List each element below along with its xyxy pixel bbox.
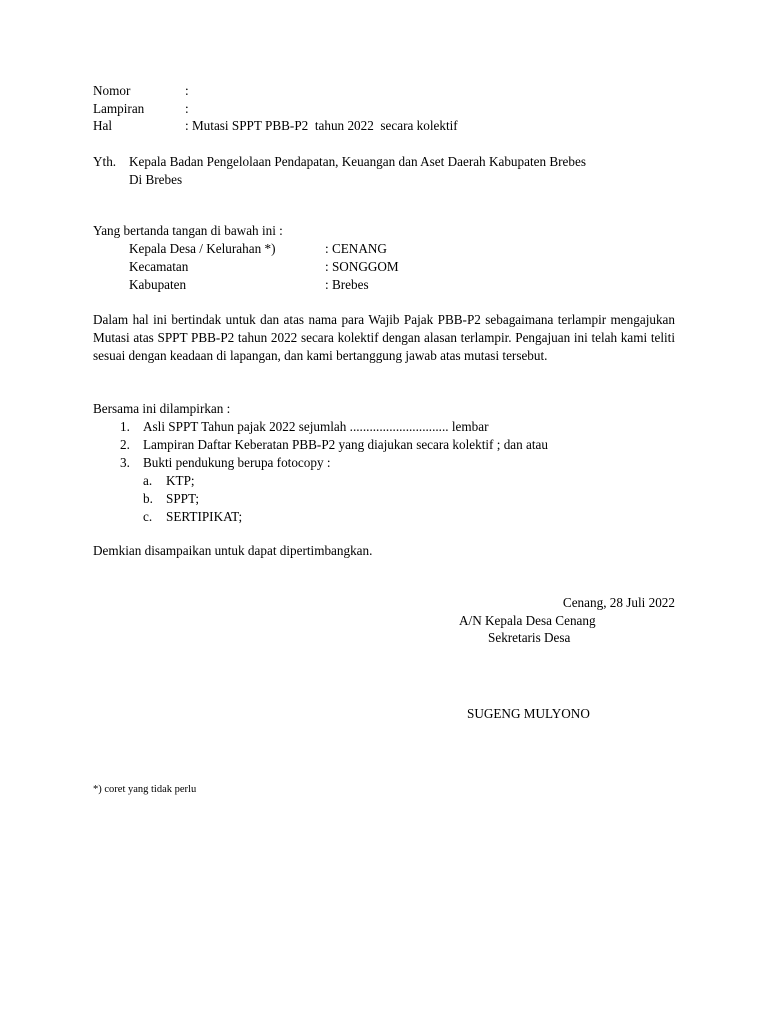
hal-value: : Mutasi SPPT PBB-P2 tahun 2022 secara kolektif	[185, 118, 458, 133]
sub-attachment-letter: b.	[143, 491, 153, 506]
signer-position: Sekretaris Desa	[488, 630, 571, 645]
signer-field-label: Kabupaten	[129, 277, 187, 292]
body-paragraph: Dalam hal ini bertindak untuk dan atas nama para Wajib Pajak PBB-P2 sebagaimana terlampir mengajukan Mutasi atas SPPT PBB-P2 tahun 2022 secara kolektif dengan alasan terlampir. Pengajuan ini telah kami teliti sesuai dengan keadaan di lapangan, dan kami bertanggung jawab atas mutasi tersebut.	[93, 312, 675, 363]
nomor-label: Nomor	[93, 83, 131, 98]
recipient-line-1: Kepala Badan Pengelolaan Pendapatan, Keuangan dan Aset Daerah Kabupaten Brebes	[129, 154, 586, 169]
attachment-number: 3.	[120, 455, 130, 470]
yth-label: Yth.	[93, 154, 117, 169]
attachment-item: Asli SPPT Tahun pajak 2022 sejumlah .............................. lembar	[143, 419, 489, 434]
signer-name: SUGENG MULYONO	[467, 706, 590, 721]
sub-attachment-letter: c.	[143, 509, 153, 524]
attachment-number: 2.	[120, 437, 130, 452]
attachments-intro: Bersama ini dilampirkan :	[93, 401, 231, 416]
lampiran-value: :	[185, 101, 189, 116]
attachment-item: Bukti pendukung berupa fotocopy :	[143, 455, 331, 470]
recipient-line-2: Di Brebes	[129, 172, 183, 187]
on-behalf-of: A/N Kepala Desa Cenang	[459, 613, 596, 628]
signer-intro: Yang bertanda tangan di bawah ini :	[93, 223, 283, 238]
attachment-item: Lampiran Daftar Keberatan PBB-P2 yang diajukan secara kolektif ; dan atau	[143, 437, 549, 452]
signer-field-value: : SONGGOM	[325, 259, 399, 274]
sub-attachment-letter: a.	[143, 473, 153, 488]
nomor-value: :	[185, 83, 189, 98]
footnote: *) coret yang tidak perlu	[93, 784, 197, 795]
closing-sentence: Demkian disampaikan untuk dapat dipertimbangkan.	[93, 543, 373, 558]
signer-field-label: Kecamatan	[129, 259, 189, 274]
signer-field-label: Kepala Desa / Kelurahan *)	[129, 241, 276, 256]
lampiran-label: Lampiran	[93, 101, 145, 116]
hal-label: Hal	[93, 118, 113, 133]
sub-attachment-item: KTP;	[166, 473, 195, 488]
signer-field-value: : CENANG	[325, 241, 387, 256]
signer-field-value: : Brebes	[325, 277, 369, 292]
attachment-number: 1.	[120, 419, 130, 434]
sub-attachment-item: SERTIPIKAT;	[166, 509, 243, 524]
place-date: Cenang, 28 Juli 2022	[562, 595, 675, 610]
sub-attachment-item: SPPT;	[166, 491, 199, 506]
